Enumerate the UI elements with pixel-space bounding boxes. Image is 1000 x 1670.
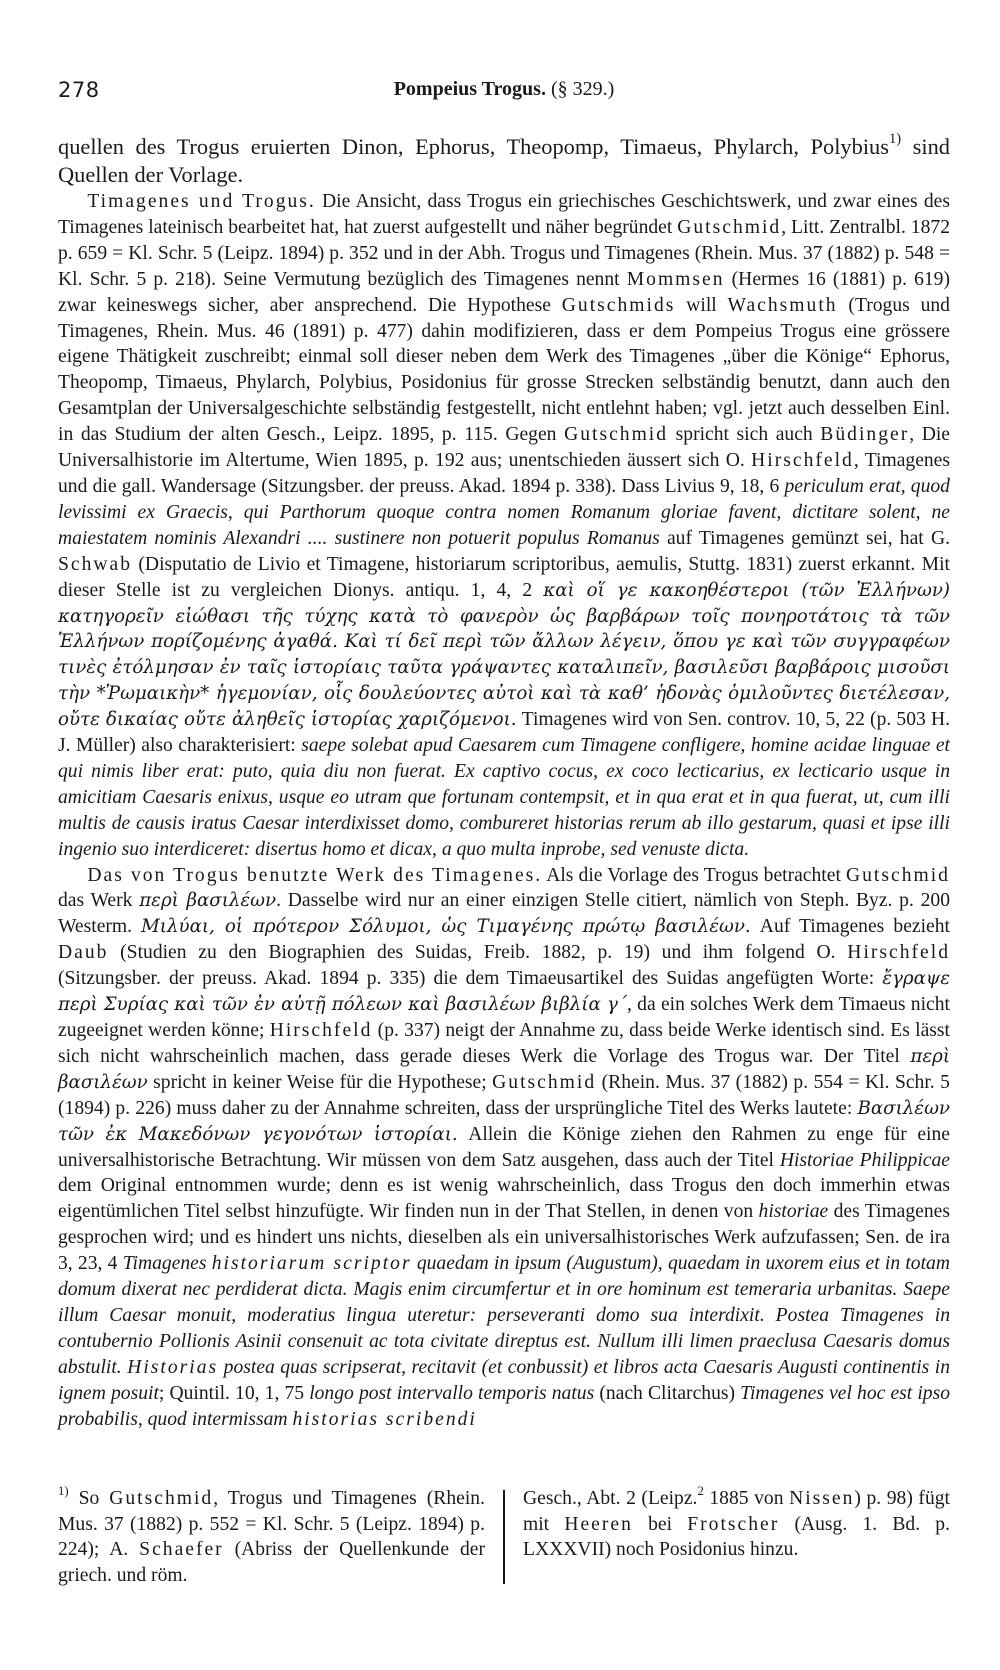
- text-run: das Werk: [58, 890, 140, 912]
- text-run: , Trogus und Timagenes (Rhein. Mus. 37 (1882) p. 552 = Kl. Schr. 5 (Leipz. 1894) p. 224); A.: [58, 1488, 485, 1560]
- text-run: Gesch., Abt. 2 (Leipz.: [523, 1488, 698, 1509]
- author-name: Gutschmids: [561, 294, 676, 316]
- author-name: Mommsen: [626, 268, 725, 290]
- author-name: Daub: [58, 942, 109, 964]
- main-text: [58, 189, 950, 1433]
- author-name: Wachsmuth: [727, 294, 838, 316]
- author-name: Gutschmid: [492, 1071, 597, 1093]
- text-run: (Disputatio de Livio et Timagene, historiarum scriptoribus, aemulis, Stuttg. 1831) zuerst erkannt. Mit dieser Stelle ist zu vergleichen Dionys. antiqu. 1, 4, 2: [58, 553, 950, 601]
- text-run: (Hermes 16 (1881) p. 619) zwar keineswegs sicher, aber ansprechend. Die Hypothese: [58, 268, 950, 316]
- latin-quotation: longo post intervallo temporis natus: [309, 1382, 595, 1404]
- section-heading: Das von Trogus benutzte Werk des Timagenes.: [87, 864, 543, 886]
- latin-quotation: quaedam in ipsum (Augustum), quaedam in uxorem eius et in totam domum dixerat nec perdiderat dicta. Magis enim circumfertur et in ore hominum est temeraria urbanitas. Saepe illum Caesar monuit, moderatius lingua uteretur: perseveranti domo sua interdixit. Postea Timagenes in contubernio Pollionis Asinii consenuit ac tota civitate direptus est. Nullum illi limen praeclusa Caesaris domus abstulit.: [58, 1253, 950, 1378]
- author-name: Büdinger: [820, 424, 910, 446]
- page-number: 278: [58, 78, 100, 102]
- latin-quotation: Timagenes vel hoc est ipso probabilis, quod intermissam: [58, 1382, 951, 1430]
- greek-title: Βασιλέων τῶν ἐκ Μακεδόνων γεγονότων ἱστορίαι.: [58, 1097, 950, 1145]
- section-heading: Timagenes und Trogus.: [87, 191, 316, 212]
- edition-superscript: 2: [697, 1483, 704, 1498]
- latin-quotation: postea quas scripserat, recitavit (et conbussit) et libros acta Caesaris Augusti continentis in ignem posuit: [58, 1356, 951, 1404]
- latin-quotation: Timagenes: [122, 1253, 207, 1275]
- text-run: Als die Vorlage des Trogus betrachtet: [542, 864, 846, 886]
- text-run: , Die Universalhistorie im Altertume, Wien 1895, p. 192 aus; unentschieden äussert sich O.: [58, 424, 950, 472]
- author-name: Schaefer: [139, 1539, 224, 1560]
- text-run: quellen des Trogus eruierten Dinon, Ephorus, Theopomp, Timaeus, Phylarch, Polybius: [58, 134, 889, 159]
- author-name: Hirschfeld: [847, 942, 950, 964]
- author-name: Heeren: [564, 1513, 633, 1535]
- text-run: (Trogus und Timagenes, Rhein. Mus. 46 (1891) p. 477) dahin modifizieren, dass er dem Pompeius Trogus eine grössere eigene Thätigkeit zuschreibt; einmal soll dieser neben dem Werk des Timagenes „über die Könige“ Ephorus, Theopomp, Timaeus, Phylarch, Polybius, Posidonius für grosse Strecken selbständig benutzt, dann auch den Gesamtplan der Universalgeschichte selbständig festgestellt, nicht entlehnt haben; vgl. jetzt auch desselben Einl. in das Studium der alten Gesch., Leipz. 1895, p. 115. Gegen: [58, 294, 950, 446]
- text-run: sind Quellen der Vorlage.: [58, 134, 950, 187]
- greek-title: περὶ βασιλέων: [58, 1045, 950, 1093]
- text-run: auf Timagenes gemünzt sei, hat G.: [659, 527, 950, 549]
- latin-quotation-spaced: historiarum scriptor: [211, 1253, 412, 1275]
- text-run: , Litt. Zentralbl. 1872 p. 659 = Kl. Schr. 5 (Leipz. 1894) p. 352 und in der Abh. Trogus und Timagenes (Rhein. Mus. 37 (1882) p. 548 = Kl. Schr. 5 p. 218). Seine Vermutung bezüglich des Timagenes nennt: [58, 216, 950, 290]
- text-run: (nach Clitarchus): [594, 1382, 741, 1404]
- latin-quotation: saepe solebat apud Caesarem cum Timagene confligere, homine acidae linguae et qui nimis liber erat: puto, quia diu non fuerat. Ex captivo cocus, ex coco lecticarius, ex lecticario usque in amicitiam Caesaris enixus, usque eo utram que fortunam contempsit, et in qua erat et in qua fuerat, ut, cum illi multis de causis iratus Caesar interdixisset domo, combureret historias rerum ab illo gestarum, quasi et ipse illi ingenio suo interdiceret: disertus homo et dicax, a quo multa inprobe, sed venuste dicta.: [58, 735, 950, 860]
- text-run: Die Ansicht, dass Trogus ein griechisches Geschichtswerk, und zwar eines des Timagenes lateinisch bearbeitet hat, hat zuerst aufgestellt und näher begründet: [58, 191, 950, 238]
- text-run: Auf Timagenes bezieht: [750, 916, 950, 938]
- footnotes: [58, 1483, 950, 1588]
- text-run: (Rhein. Mus. 37 (1882) p. 554 = Kl. Schr. 5 (1894) p. 226) muss daher zu der Annahme schreiten, dass der ursprüngliche Titel des Werks lautete:: [58, 1071, 950, 1119]
- text-run: ) p. 98) fügt mit: [523, 1488, 950, 1535]
- paragraph-timagenes-und-trogus: [58, 189, 950, 863]
- text-run: (Ausg. 1. Bd. p. LXXXVII) noch Posidonius hinzu.: [523, 1513, 950, 1560]
- page-body: [58, 133, 950, 1433]
- latin-quotation: periculum erat, quod levissimi ex Graecis, qui Parthorum quoque contra nomen Romanum gloriae favent, dictitare solent, ne maiestatem nominis Alexandri .... sustinere non potuerit populus Romanus: [58, 475, 950, 549]
- text-run: spricht in keiner Weise für die Hypothese;: [147, 1071, 493, 1093]
- footnote-left-column: [58, 1483, 486, 1588]
- text-run: will: [675, 294, 728, 316]
- author-name: Frotscher: [687, 1513, 780, 1535]
- author-name: Hirschfeld: [751, 450, 854, 472]
- text-run: . Dasselbe wird nur an einer einzigen Stelle citiert, nämlich von Steph. Byz. p. 200 Westerm.: [58, 890, 950, 938]
- lead-paragraph: [58, 133, 950, 189]
- text-run: ; Quintil. 10, 1, 75: [158, 1382, 310, 1404]
- text-run: bei: [632, 1513, 688, 1535]
- running-title: [58, 78, 950, 101]
- text-run: dem Original entnommen wurde; denn es ist wenig wahrscheinlich, dass Trogus den doch immerhin etwas eigentümlichen Titel selbst hinzufügte. Wir finden nun in der That Stellen, in denen von: [58, 1175, 950, 1223]
- text-run: (Abriss der Quellenkunde der griech. und röm.: [58, 1539, 486, 1586]
- author-name: Schwab: [58, 553, 133, 575]
- page-header: [58, 78, 950, 108]
- text-run: (Studien zu den Biographien des Suidas, Freib. 1882, p. 19) und ihm folgend O.: [108, 942, 848, 964]
- latin-word: historiae: [758, 1201, 829, 1223]
- text-run: Allein die Könige ziehen den Rahmen zu enge für eine universalhistorische Betrachtung. Wir müssen von dem Satz ausgehen, dass auch der Titel: [58, 1123, 950, 1171]
- text-run: des Timagenes gesprochen wird; und es hindert uns nichts, dieselben als ein universalhistorisches Werk aufzufassen; Sen. de ira 3, 23, 4: [58, 1201, 950, 1275]
- footnote-reference[interactable]: 1): [888, 131, 902, 148]
- author-name: Gutschmid: [845, 864, 950, 886]
- footnote-right-column: [523, 1483, 950, 1588]
- footnote-marker: 1): [58, 1483, 69, 1498]
- running-title-text: Pompeius Trogus.: [393, 78, 546, 100]
- text-run: , Timagenes und die gall. Wandersage (Sitzungsber. der preuss. Akad. 1894 p. 338). Dass Livius 9, 18, 6: [58, 450, 951, 497]
- text-run: (p. 337) neigt der Annahme zu, dass beide Werke identisch sind. Es lässt sich nicht wahrscheinlich machen, dass gerade dieses Werk die Vorlage des Trogus war. Der Titel: [58, 1020, 951, 1067]
- text-run: 1885 von: [703, 1488, 790, 1509]
- author-name: Gutschmid: [677, 216, 782, 238]
- greek-title: περὶ βασιλέων: [139, 890, 277, 912]
- text-run: So: [68, 1488, 110, 1509]
- column-divider: [503, 1490, 505, 1584]
- author-name: Nissen: [789, 1488, 855, 1509]
- paragraph-benutztes-werk: [58, 863, 950, 1433]
- text-run: , da ein solches Werk dem Timaeus nicht zugeeignet werden könne;: [58, 994, 950, 1041]
- author-name: Hirschfeld: [269, 1020, 373, 1041]
- greek-quotation: ἔγραψε περὶ Συρίας καὶ τῶν ἐν αὐτῇ πόλεων καὶ βασιλέων βιβλία γ΄: [58, 968, 950, 1016]
- greek-quotation: Μιλύαι, οἱ πρότερον Σόλυμοι, ὡς Τιμαγένης πρώτῳ βασιλέων.: [141, 916, 751, 938]
- latin-quotation-spaced: historias scribendi: [292, 1408, 477, 1430]
- section-number: (§ 329.): [550, 78, 615, 100]
- latin-quotation-spaced: Historias: [127, 1356, 219, 1378]
- greek-quotation: καὶ οἵ γε κακοηθέστεροι (τῶν Ἑλλήνων) κατηγορεῖν εἰώθασι τῆς τύχης κατὰ τὸ φανερὸν ὡς βαρβάρων τοῖς πονηροτάτοις τὰ τῶν Ἑλλήνων πορίζομένης ἀγαθά. Καὶ τί δεῖ περὶ τῶν ἄλλων λέγειν, ὅπου γε καὶ τῶν συγγραφέων τινὲς ἐτόλμησαν ἐν ταῖς ἱστορίαις ταῦτα γράψαντες καταλιπεῖν, βασιλεῦσι βαρβάροις μισοῦσι τὴν *Ῥωμαικὴν* ἡγεμονίαν, οἷς δουλεύοντες αὐτοὶ καὶ τὰ καθ’ ἡδονὰς ὁμιλοῦντες διετέλεσαν, οὔτε δικαίας οὔτε ἀληθεῖς ἱστορίας χαριζόμενοι.: [58, 579, 951, 731]
- author-name: Gutschmid: [564, 424, 669, 446]
- text-run: spricht sich auch: [668, 424, 821, 446]
- latin-title: Historiae Philippicae: [779, 1149, 950, 1171]
- text-run: (Sitzungsber. der preuss. Akad. 1894 p. 335) die dem Timaeusartikel des Suidas angefügten Worte:: [58, 968, 883, 990]
- author-name: Gutschmid: [109, 1488, 214, 1509]
- text-run: Timagenes wird von Sen. controv. 10, 5, 22 (p. 503 H. J. Müller) also charakterisiert:: [58, 709, 951, 757]
